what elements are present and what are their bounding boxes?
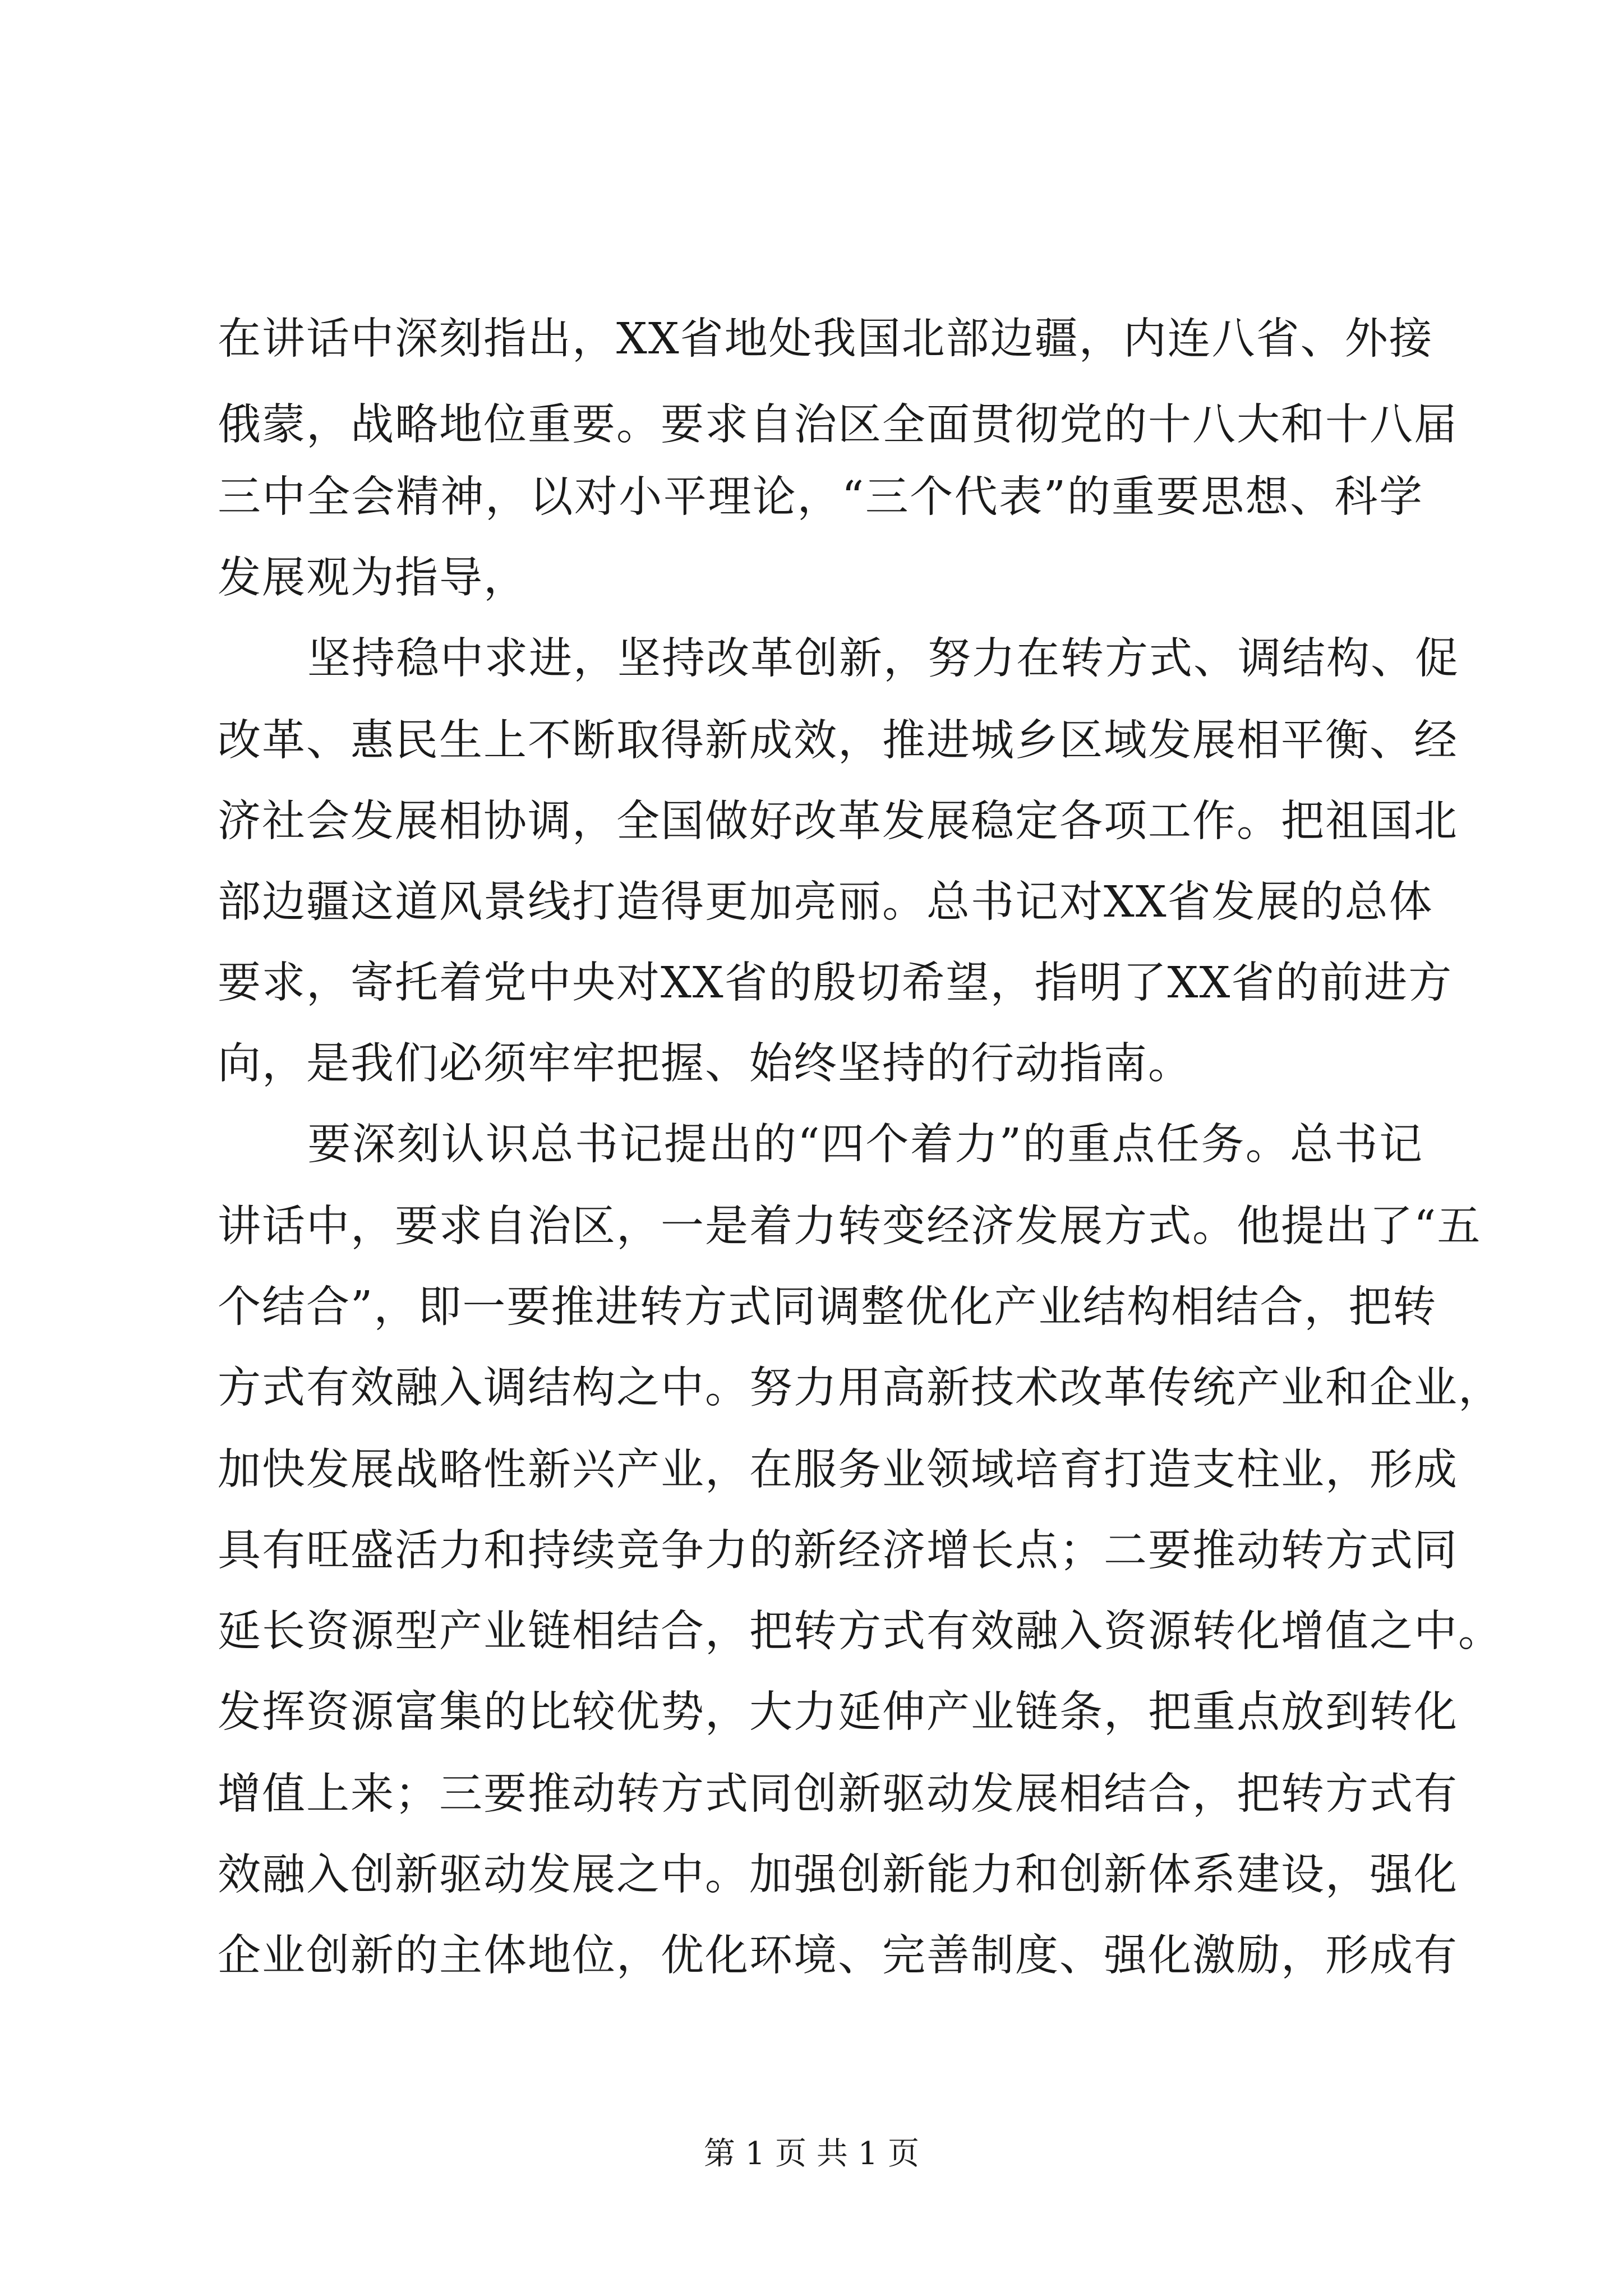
page-footer: 第 1 页 共 1 页 xyxy=(703,2136,920,2172)
text-line: 增值上来；三要推动转方式同创新驱动发展相结合，把转方式有 xyxy=(218,1769,1458,1819)
text-line: 三中全会精神，以对小平理论，“三个代表”的重要思想、科学 xyxy=(218,472,1423,522)
text-line: 俄蒙，战略地位重要。要求自治区全面贯彻党的十八大和十八届 xyxy=(218,400,1458,450)
text-line: 向，是我们必须牢牢把握、始终坚持的行动指南。 xyxy=(218,1039,1192,1089)
text-line: 效融入创新驱动发展之中。加强创新能力和创新体系建设，强化 xyxy=(218,1850,1458,1900)
text-line: 要求，寄托着党中央对XX省的殷切希望，指明了XX省的前进方 xyxy=(218,958,1453,1008)
text-line: 部边疆这道风景线打造得更加亮丽。总书记对XX省发展的总体 xyxy=(218,877,1433,927)
paragraph-start: 坚持稳中求进，坚持改革创新，努力在转方式、调结构、促 xyxy=(307,634,1459,684)
text-line: 企业创新的主体地位，优化环境、完善制度、强化激励，形成有 xyxy=(218,1931,1458,1981)
text-line: 个结合”，即一要推进转方式同调整优化产业结构相结合，把转 xyxy=(218,1282,1437,1332)
text-line: 在讲话中深刻指出，XX省地处我国北部边疆，内连八省、外接 xyxy=(218,314,1433,364)
text-line: 发展观为指导， xyxy=(218,553,528,603)
text-line: 方式有效融入调结构之中。努力用高新技术改革传统产业和企业， xyxy=(218,1363,1502,1413)
text-line xyxy=(218,1108,1423,1181)
text-line: 改革、惠民生上不断取得新成效，推进城乡区域发展相平衡、经 xyxy=(218,716,1458,766)
text-line: 延长资源型产业链相结合，把转方式有效融入资源转化增值之中。 xyxy=(218,1607,1502,1657)
text-line xyxy=(218,623,1459,696)
text-line: 发挥资源富集的比较优势，大力延伸产业链条，把重点放到转化 xyxy=(218,1687,1458,1737)
text-line: 具有旺盛活力和持续竞争力的新经济增长点；二要推动转方式同 xyxy=(218,1526,1458,1576)
paragraph-start: 要深刻认识总书记提出的“四个着力”的重点任务。总书记 xyxy=(307,1120,1423,1170)
text-line: 讲话中，要求自治区，一是着力转变经济发展方式。他提出了“五 xyxy=(218,1202,1482,1251)
text-line: 加快发展战略性新兴产业，在服务业领域培育打造支柱业，形成 xyxy=(218,1445,1458,1495)
text-line: 济社会发展相协调，全国做好改革发展稳定各项工作。把祖国北 xyxy=(218,797,1458,846)
